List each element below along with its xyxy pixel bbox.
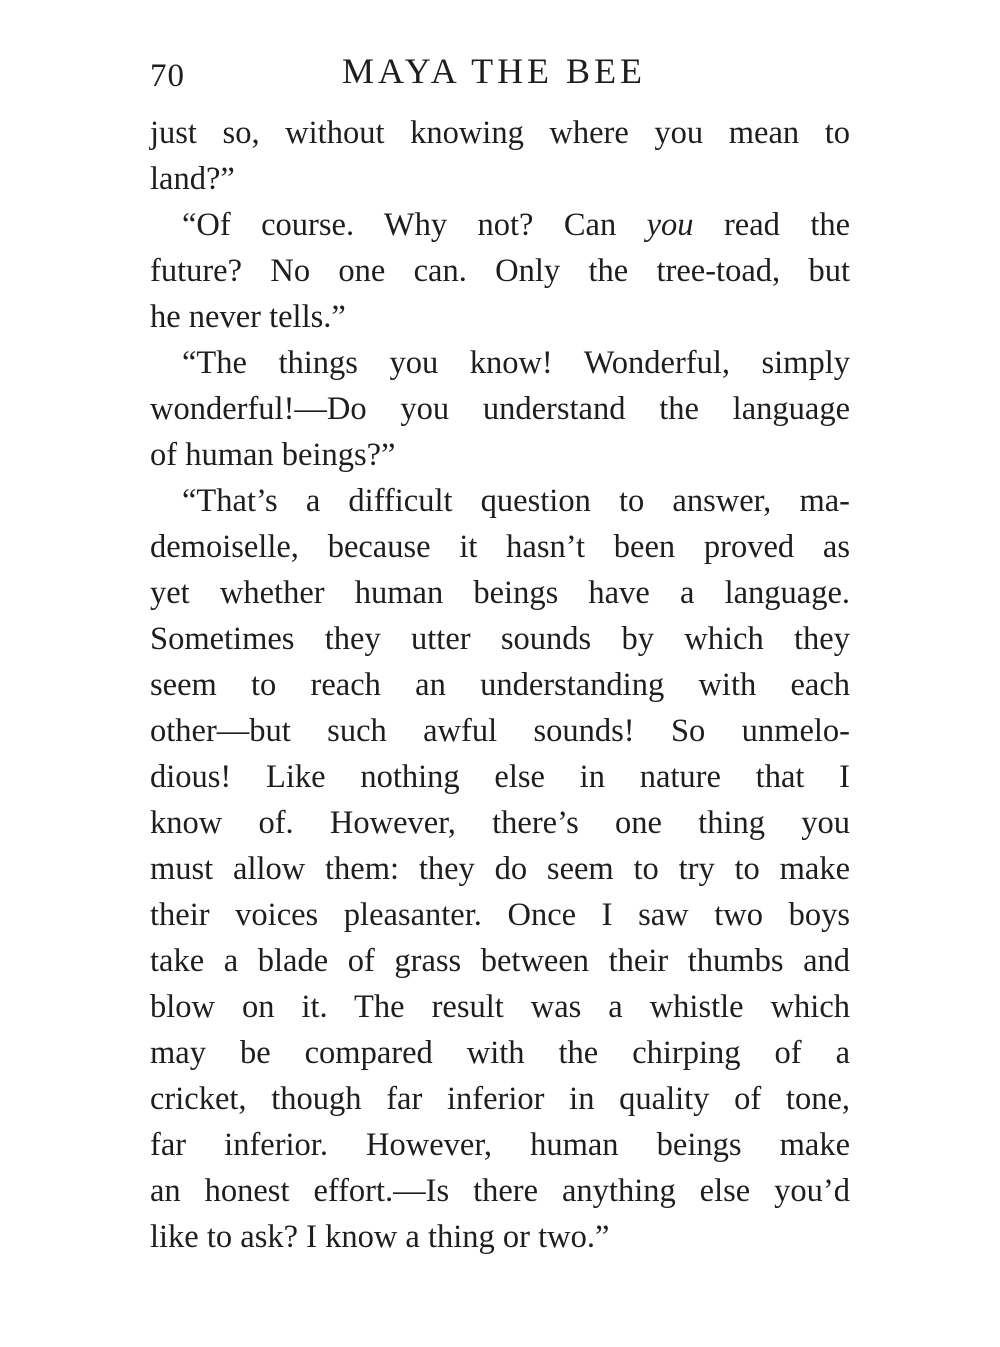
text-line: he never tells.” <box>150 299 346 335</box>
text-line: cricket, though far inferior in quality of tone, <box>150 1081 850 1117</box>
text-line: Sometimes they utter sounds by which they <box>150 621 850 657</box>
italic-word: you <box>646 207 694 243</box>
text-line: blow on it. The result was a whistle which <box>150 989 850 1025</box>
text-segment: “Of course. Why not? Can <box>182 207 617 243</box>
text-line: seem to reach an understanding with each <box>150 667 850 703</box>
text-line: future? No one can. Only the tree-toad, but <box>150 253 850 289</box>
text-line: “That’s a difficult question to answer, ma- <box>182 483 850 519</box>
text-line: like to ask? I know a thing or two.” <box>150 1219 610 1255</box>
text-line: demoiselle, because it hasn’t been proved as <box>150 529 850 565</box>
text-line: take a blade of grass between their thumbs and <box>150 943 850 979</box>
text-line: may be compared with the chirping of a <box>150 1035 850 1071</box>
text-line: just so, without knowing where you mean to <box>150 115 850 151</box>
text-line: of human beings?” <box>150 437 396 473</box>
text-line <box>150 202 850 248</box>
text-line: their voices pleasanter. Once I saw two boys <box>150 897 850 933</box>
text-line: must allow them: they do seem to try to make <box>150 851 850 887</box>
text-line: an honest effort.—Is there anything else you’d <box>150 1173 850 1209</box>
text-line: yet whether human beings have a language. <box>150 575 850 611</box>
page-number: 70 <box>150 58 185 94</box>
text-line: far inferior. However, human beings make <box>150 1127 850 1163</box>
text-segment: read the <box>723 207 851 243</box>
text-line: “The things you know! Wonderful, simply <box>182 345 850 381</box>
text-line: wonderful!—Do you understand the language <box>150 391 850 427</box>
running-head: MAYA THE BEE <box>342 51 647 91</box>
text-line: land?” <box>150 161 235 197</box>
text-line: dious! Like nothing else in nature that I <box>150 759 850 795</box>
page-header <box>150 50 850 110</box>
text-line: other—but such awful sounds! So unmelo- <box>150 713 850 749</box>
text-line: know of. However, there’s one thing you <box>150 805 850 841</box>
